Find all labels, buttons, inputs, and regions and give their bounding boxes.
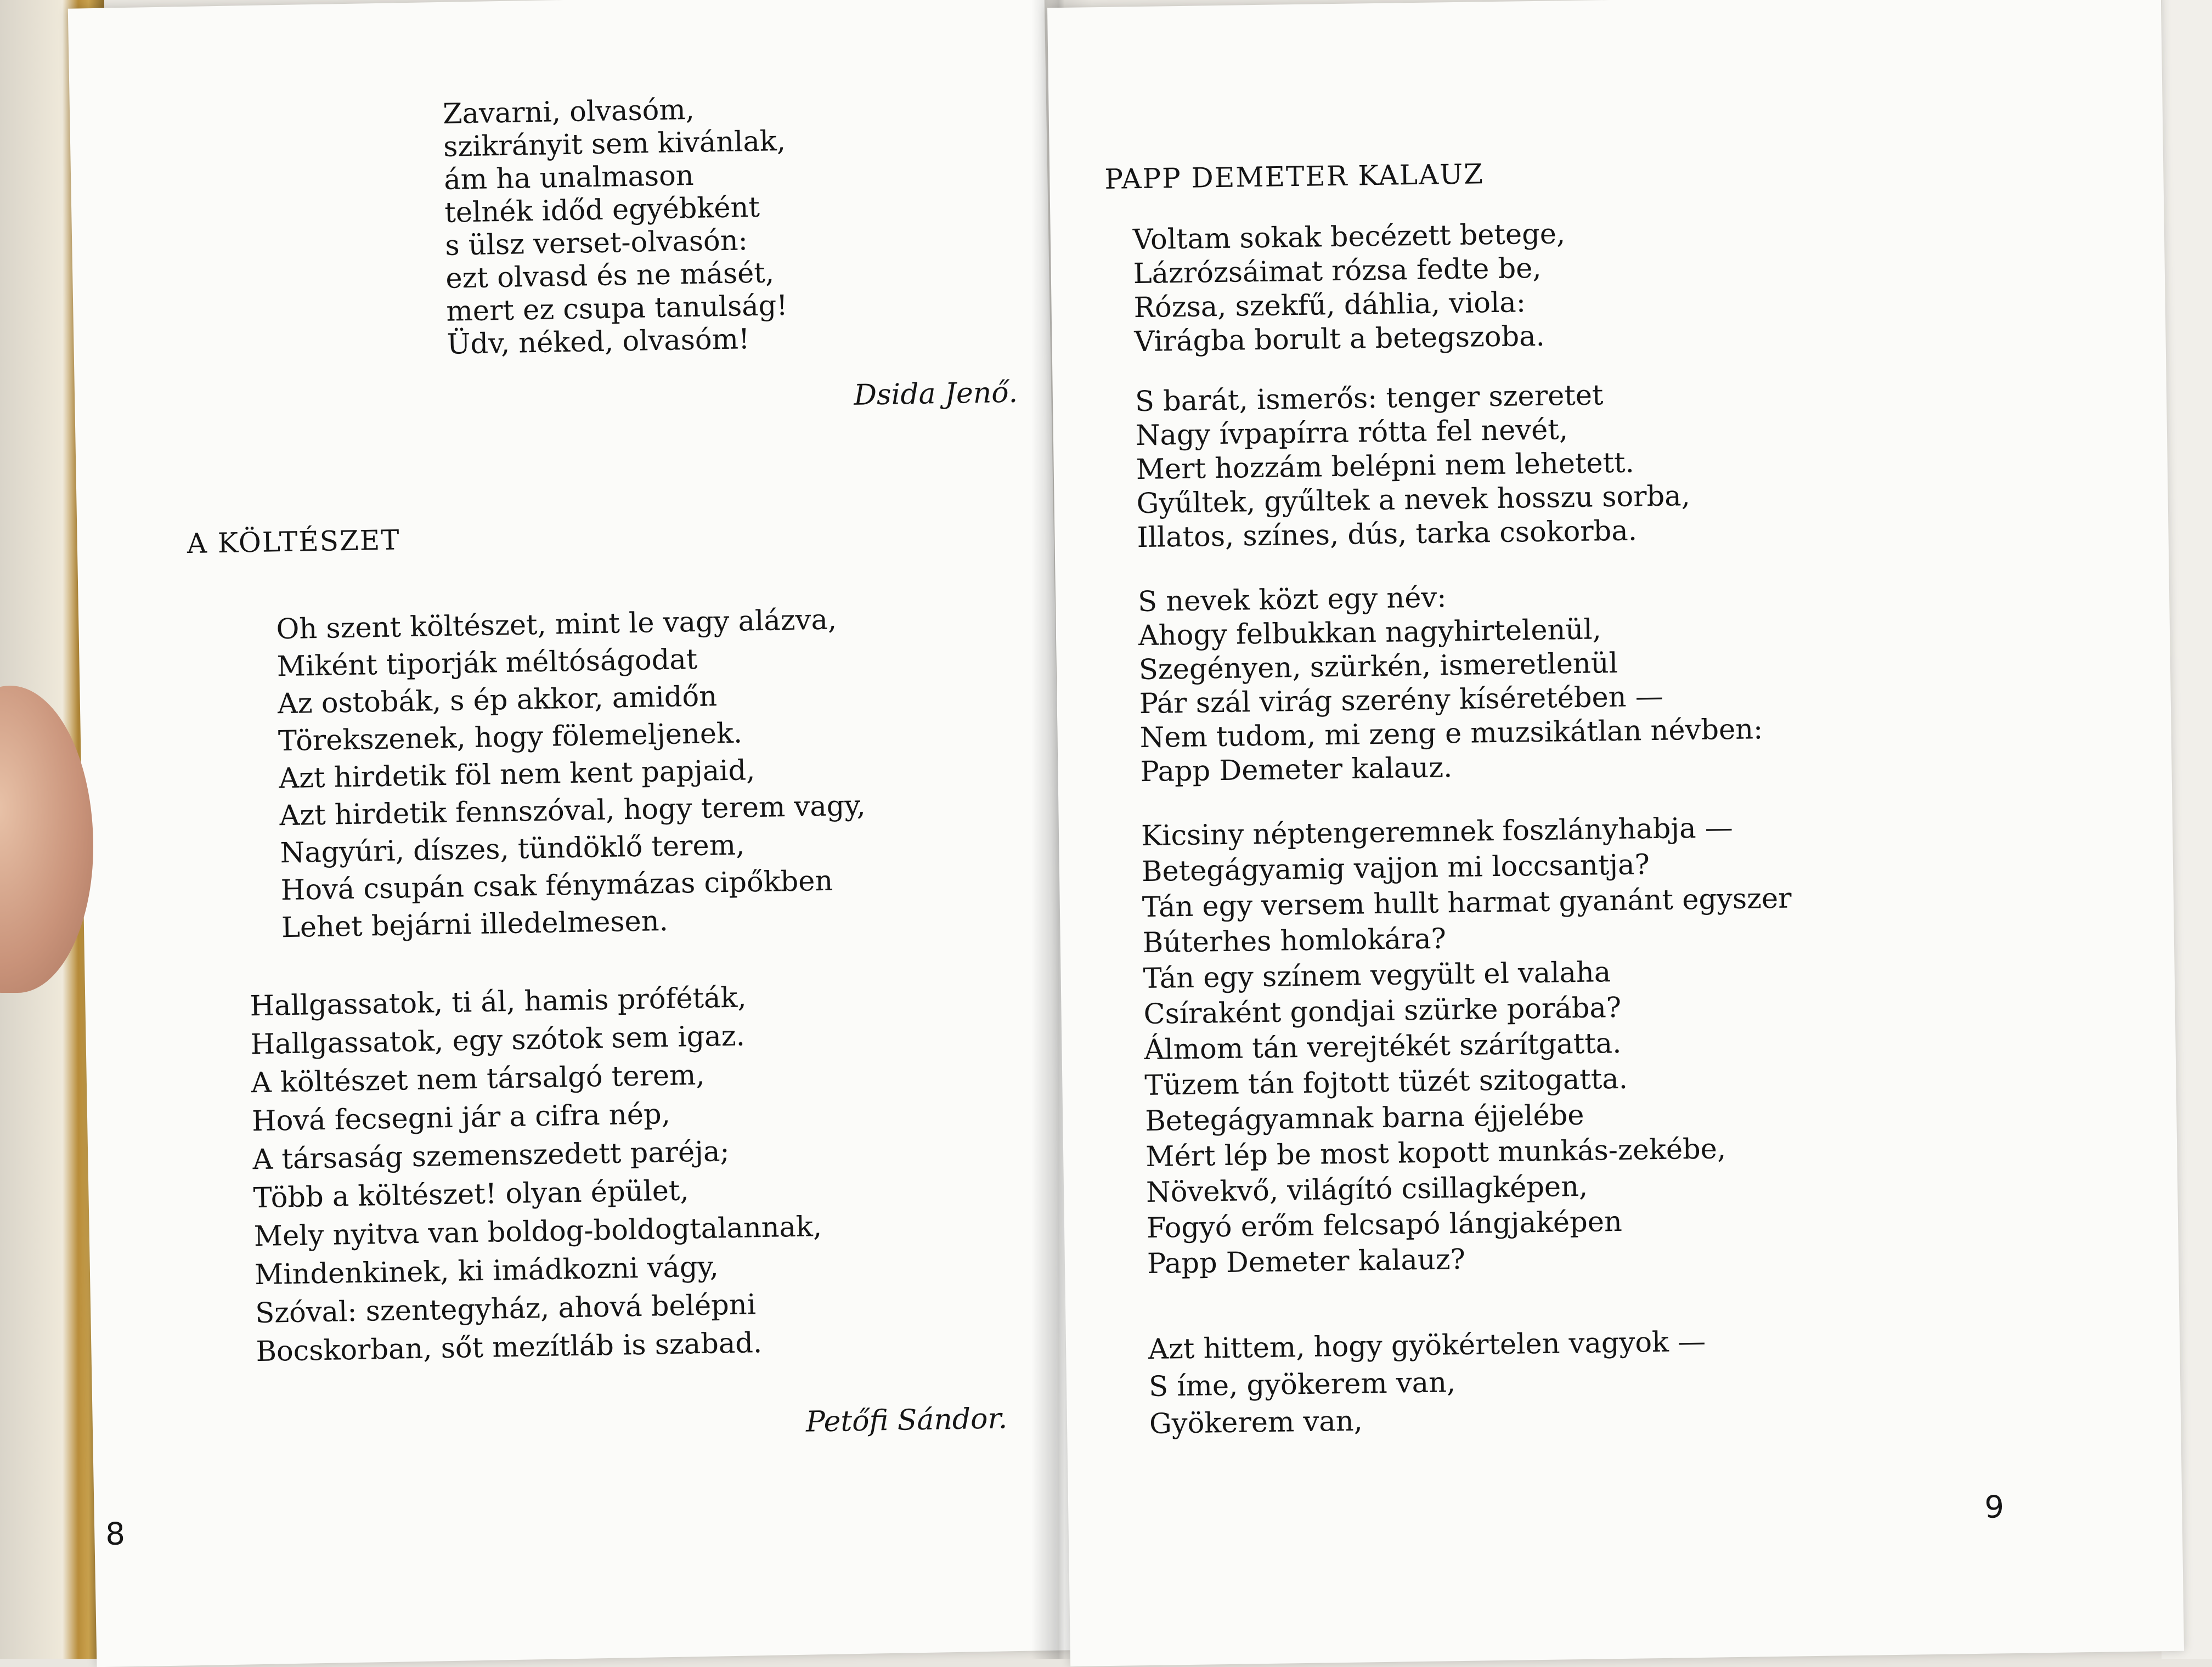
poem-line: Mert hozzám belépni nem lehetett. [1136,447,1635,487]
poem-line: Tán egy színem vegyült el valaha [1143,956,1611,996]
poem-line: Betegágyamig vajjon mi loccsantja? [1141,849,1650,889]
poem-line: Hallgassatok, egy szótok sem igaz. [250,1020,746,1061]
poem-line: Nagyúri, díszes, tündöklő terem, [280,829,745,870]
poem-stanza [276,601,868,947]
poem-line: Illatos, színes, dús, tarka csokorba. [1137,515,1638,555]
poem-line: A költészet nem társalgó terem, [251,1059,706,1100]
poem-line: Tüzem tán fojtott tüzét szitogatta. [1144,1063,1628,1103]
poem-line: Hallgassatok, ti ál, hamis próféták, [250,981,747,1023]
poem-line: Mely nyitva van boldog-boldogtalannak, [253,1211,822,1253]
poem-line: Lázrózsáimat rózsa fedte be, [1133,252,1542,291]
poem-stanza [1148,1324,1707,1443]
left-page [68,0,1074,1667]
poem-line: Tán egy versem hullt harmat gyanánt egyszer [1142,882,1792,924]
poem-line: Álmom tán verejtékét szárítgatta. [1144,1027,1622,1067]
poem-line: ám ha unalmason [443,159,695,196]
poem-line: Mindenkinek, ki imádkozni vágy, [254,1251,719,1292]
poem-line: Üdv, néked, olvasóm! [447,323,750,361]
poem-line: Rózsa, szekfű, dáhlia, viola: [1133,286,1526,325]
poem-line: Az ostobák, s ép akkor, amidőn [277,680,718,721]
intro-author: Dsida Jenő. [853,376,1018,412]
poem-line: S barát, ismerős: tenger szeretet [1135,379,1604,419]
poem-line: S íme, gyökerem van, [1148,1366,1456,1403]
poem-stanza [1138,577,1764,789]
poem-title: PAPP DEMETER KALAUZ [1104,158,1485,195]
poem-line: Bocskorban, sőt mezítláb is szabad. [256,1327,763,1369]
right-page [1047,0,2184,1666]
poem-title: A KÖLTÉSZET [187,524,401,560]
intro-poem [443,92,789,361]
poem-line: Hová csupán csak fénymázas cipőkben [280,864,833,907]
poem-line: Törekszenek, hogy fölemeljenek. [278,717,743,758]
poem-line: Azt hirdetik fennszóval, hogy terem vagy, [279,789,866,833]
poem-line: Oh szent költészet, mint le vagy alázva, [276,603,837,646]
poem-stanza [1135,377,1691,555]
poem-line: Lehet bejárni illedelmesen. [281,905,669,945]
poem-stanza [1132,217,1567,359]
poem-line: Voltam sokak becézett betege, [1132,218,1566,257]
poem-line: telnék időd egyébként [444,191,760,229]
poem-author: Petőfi Sándor. [805,1402,1008,1439]
poem-line: Virágba borult a betegszoba. [1134,320,1545,359]
poem-line: Hová fecsegni jár a cifra nép, [251,1098,671,1138]
poem-line: Azt hirdetik föl nem kent papjaid, [278,754,755,795]
poem-line: Ahogy felbukkan nagyhirtelenül, [1138,613,1602,653]
poem-line: Több a költészet! olyan épület, [253,1174,690,1215]
poem-line: s ülsz verset-olvasón: [444,224,748,262]
poem-line: ezt olvasd és ne másét, [445,257,775,295]
poem-line: Szegényen, szürkén, ismeretlenül [1138,647,1618,687]
poem-line: Kicsiny néptengeremnek foszlányhabja — [1141,812,1734,853]
poem-line: Pár szál virág szerény kíséretében — [1139,680,1664,721]
page-number: 8 [105,1516,126,1552]
poem-line: Betegágyamnak barna éjjelébe [1144,1099,1584,1138]
poem-line: Papp Demeter kalauz? [1147,1243,1466,1280]
poem-line: S nevek közt egy név: [1137,581,1447,619]
poem-stanza [250,977,824,1371]
poem-line: Növekvő, világító csillagképen, [1146,1170,1588,1210]
poem-line: Szóval: szentegyház, ahová belépni [255,1289,757,1330]
poem-line: Azt hittem, hogy gyökértelen vagyok — [1148,1325,1706,1366]
poem-line: Zavarni, olvasóm, [442,93,695,131]
poem-line: Búterhes homlokára? [1142,923,1447,960]
poem-line: Mért lép be most kopott munkás-zekébe, [1145,1133,1726,1174]
poem-line: Nem tudom, mi zeng e muzsikátlan névben: [1139,713,1763,755]
poem-line: Gyűltek, gyűltek a nevek hosszu sorba, [1136,480,1691,521]
poem-line: Papp Demeter kalauz. [1140,751,1453,789]
poem-line: Nagy ívpapírra rótta fel nevét, [1135,414,1568,453]
poem-line: A társaság szemenszedett paréja; [252,1135,730,1177]
page-number: 9 [1984,1489,2005,1525]
poem-stanza [1141,810,1797,1282]
poem-line: Miként tiporják méltóságodat [276,643,698,683]
poem-line: mert ez csupa tanulság! [445,289,788,328]
poem-line: Csíraként gondjai szürke porába? [1143,991,1622,1031]
poem-line: Gyökerem van, [1149,1405,1363,1440]
poem-line: Fogyó erőm felcsapó lángjaképen [1146,1205,1623,1245]
poem-line: szikrányit sem kivánlak, [443,125,786,163]
